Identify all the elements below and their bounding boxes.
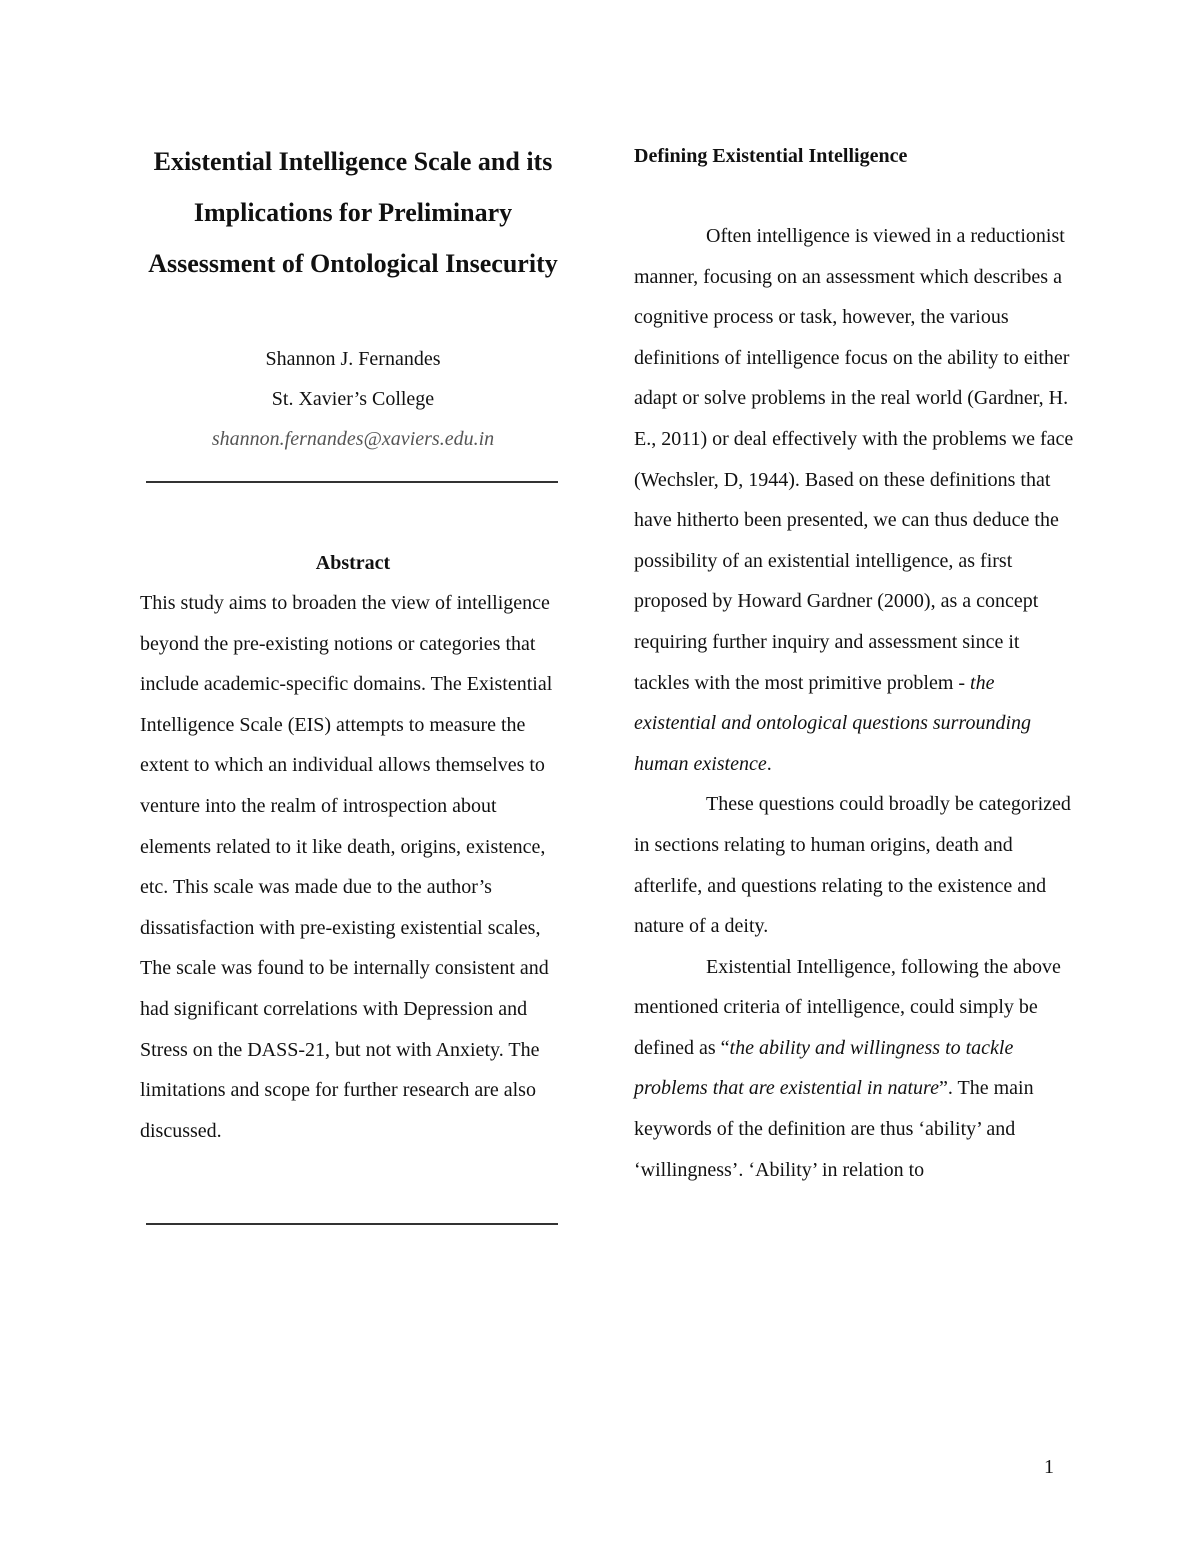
divider-top [146, 481, 558, 483]
paragraph-3-italic: the ability and willingness to tackle problems that are existential in nature [634, 1036, 1014, 1100]
author-block [140, 339, 566, 459]
author-email[interactable]: shannon.fernandes@xaviers.edu.in [211, 428, 495, 450]
left-column [140, 136, 566, 1225]
author-affiliation: St. Xavier’s College [271, 388, 435, 410]
page-number: 1 [1044, 1456, 1054, 1478]
section-heading: Defining Existential Intelligence [634, 145, 908, 167]
author-name: Shannon J. Fernandes [265, 348, 441, 370]
abstract-heading: Abstract [315, 552, 391, 574]
abstract-body: This study aims to broaden the view of intelligence beyond the pre-existing notions or categories that include academic-specific domains. The Existential Intelligence Scale (EIS) attempts to measure the extent to which an individual allows themselves to venture into the realm of introspection about elements related to it like death, origins, existence, etc. This scale was made due to the author’s dissatisfaction with pre-existing existential scales, The scale was found to be internally consistent and had significant correlations with Depression and Stress on the DASS-21, but not with Anxiety. The limitations and scope for further research are also discussed. [140, 592, 553, 1142]
paper-title: Existential Intelligence Scale and its Implications for Preliminary Assessment of Ontological Insecurity [148, 147, 558, 278]
divider-bottom [146, 1223, 558, 1225]
paragraph-3-end: ”. The main keywords of the definition are thus ‘ability’ and ‘willingness’. ‘Ability’ in relation to [634, 1077, 1034, 1181]
paragraph-2: These questions could broadly be categorized in sections relating to human origins, death and afterlife, and questions relating to the existence and nature of a deity. [634, 793, 1071, 938]
right-column [634, 136, 1074, 1190]
paragraph-1 [634, 216, 1074, 784]
paragraph-3 [634, 947, 1074, 1191]
paragraph-1-text: Often intelligence is viewed in a reductionist manner, focusing on an assessment which describes a cognitive process or task, however, the various definitions of intelligence focus on the ability to either adapt or solve problems in the real world (Gardner, H. E., 2011) or deal effectively with the problems we face (Wechsler, D, 1944). Based on these definitions that have hitherto been presented, we can thus deduce the possibility of an existential intelligence, as first proposed by Howard Gardner (2000), as a concept requiring further inquiry and assessment since it tackles with the most primitive problem - [634, 225, 1074, 694]
paragraph-1-italic: the existential and ontological questions surrounding human existence [634, 671, 1032, 775]
paragraph-3-text: Existential Intelligence, following the above mentioned criteria of intelligence, could simply be defined as “ [634, 955, 1061, 1059]
paragraph-1-end: . [766, 752, 772, 775]
